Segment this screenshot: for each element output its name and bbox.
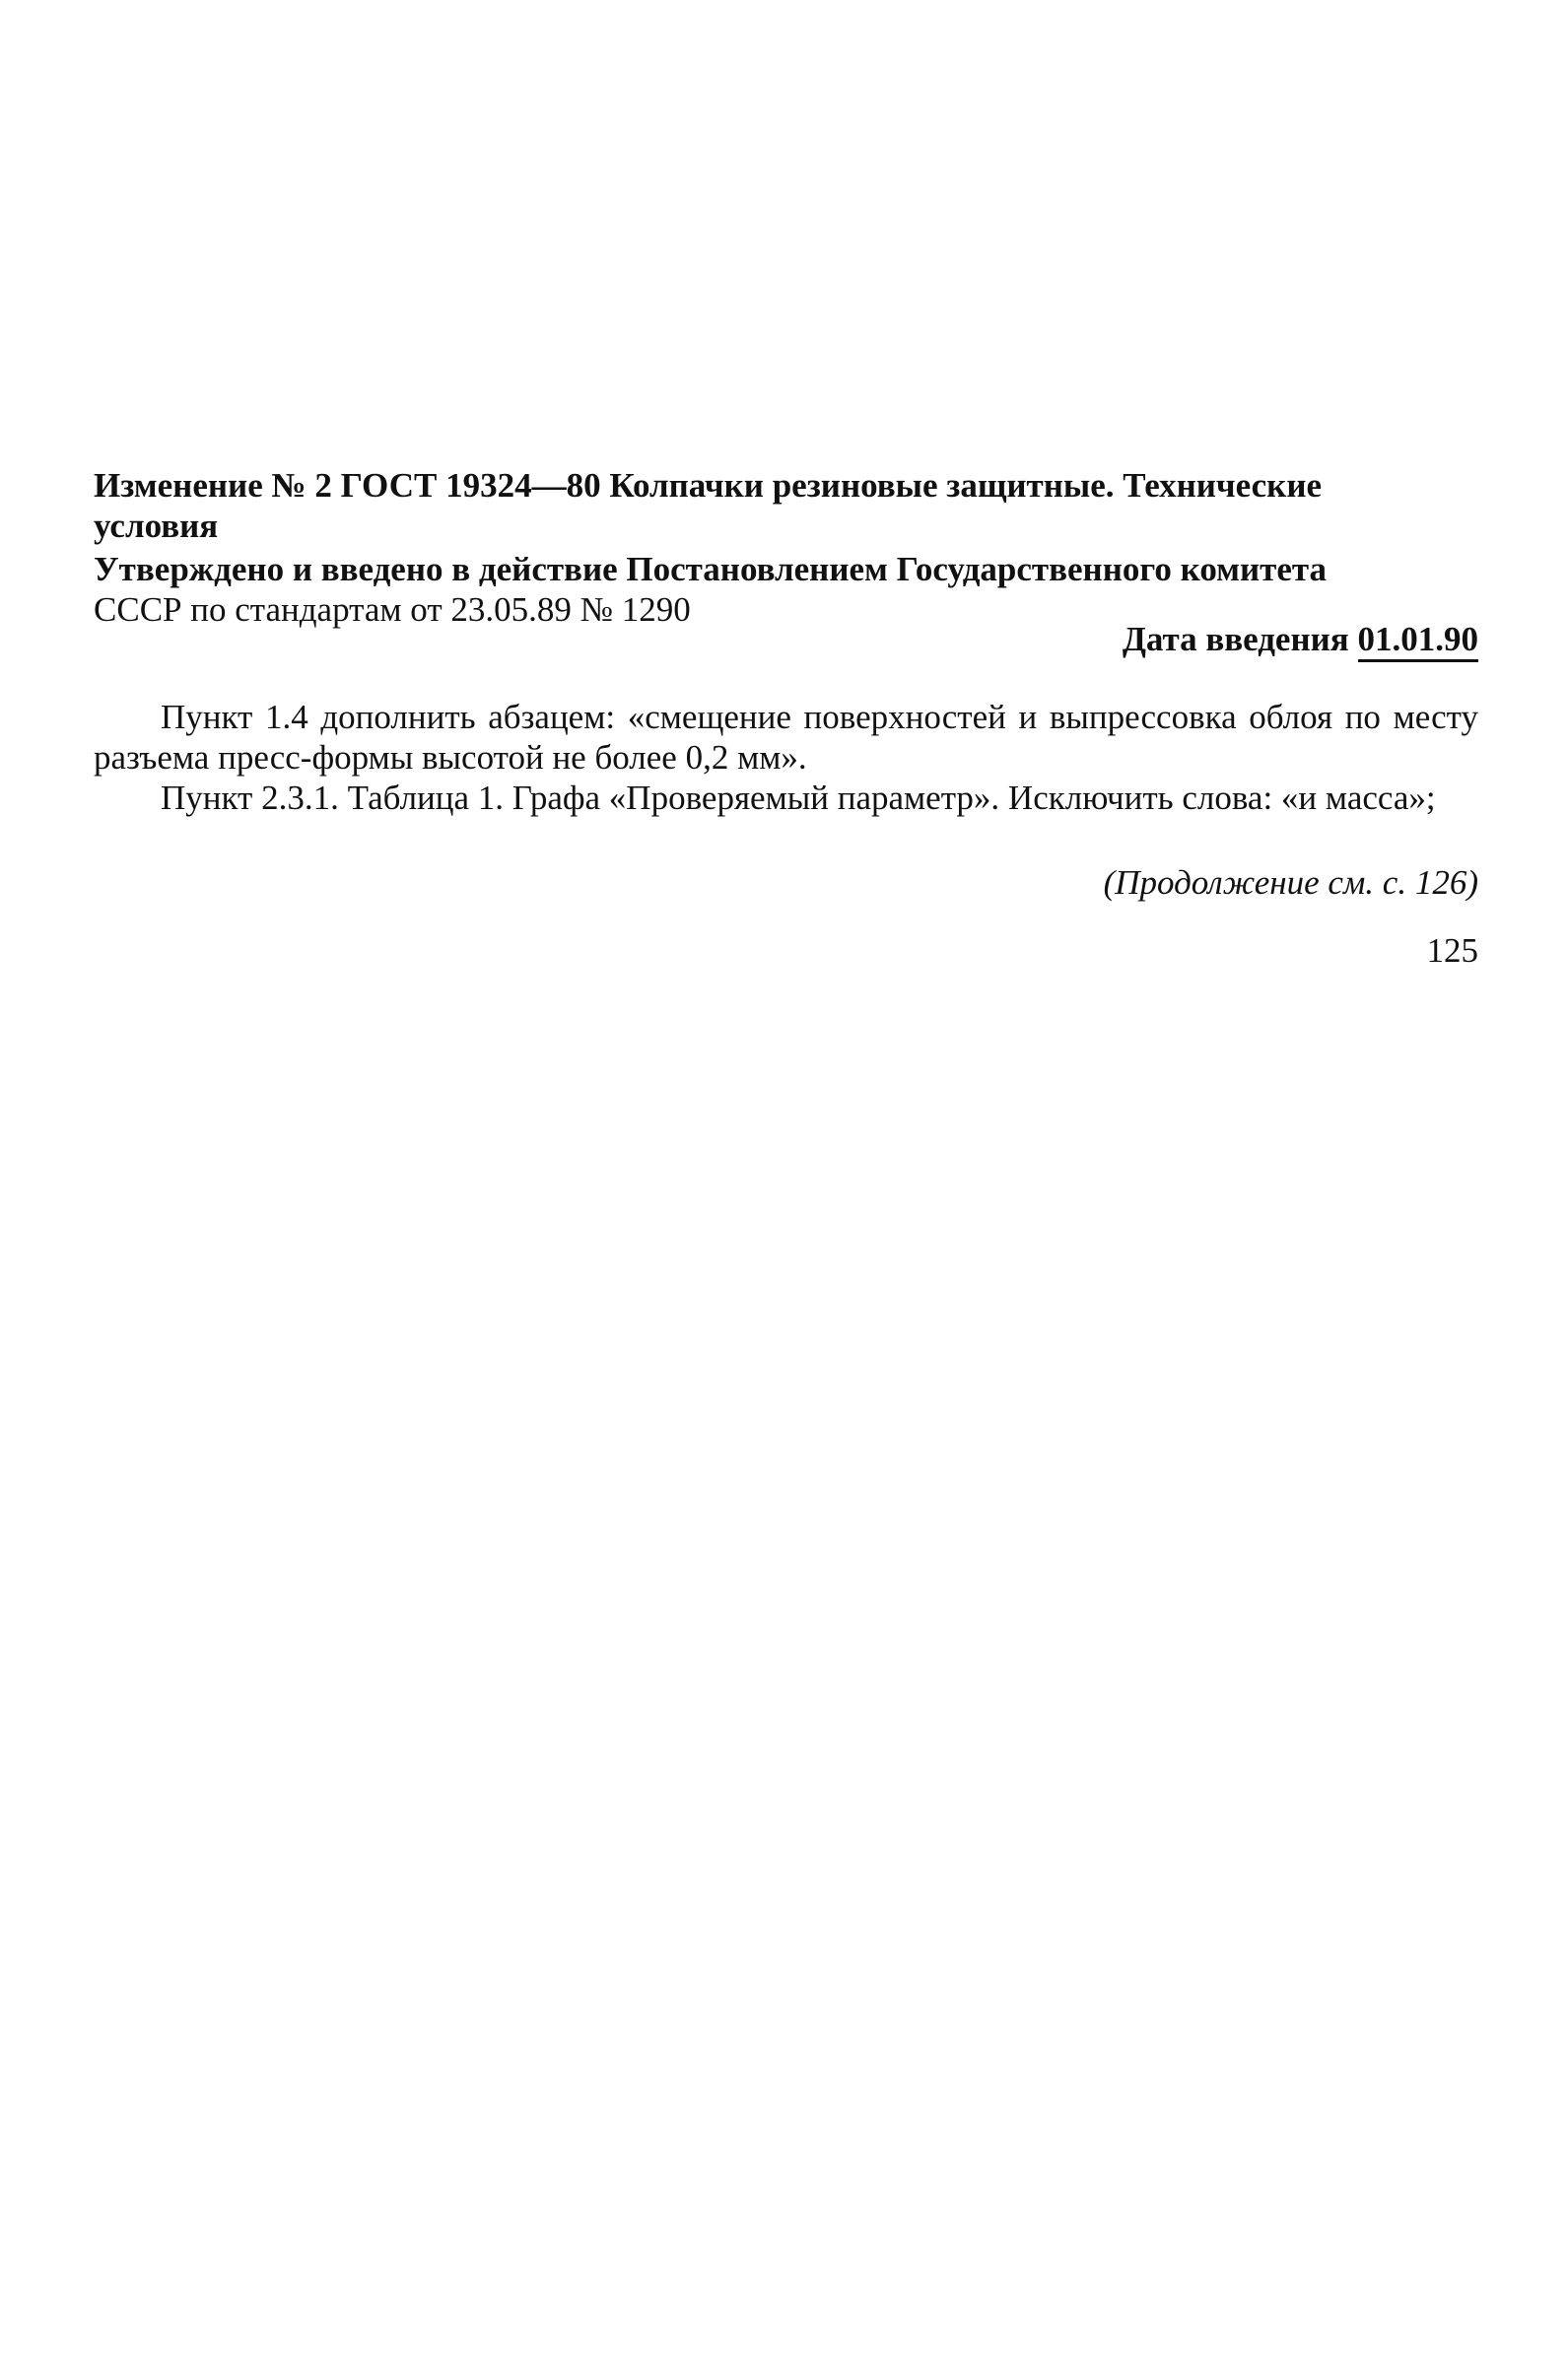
heading-line-2: условия xyxy=(94,507,219,545)
paragraph-item-1-4: Пункт 1.4 дополнить абзацем: «смещение поверхностей и выпрессовка облоя по месту разъема пресс-формы высотой не более 0,2 мм». xyxy=(94,698,1478,777)
continuation-note: (Продолжение см. с. 126) xyxy=(1103,863,1478,902)
page-number: 125 xyxy=(1426,931,1478,970)
approval-line-2: СССР по стандартам от 23.05.89 № 1290 xyxy=(94,590,691,629)
heading-line-1: Изменение № 2 ГОСТ 19324—80 Колпачки резиновые защитные. Технические xyxy=(94,466,1323,505)
change-heading xyxy=(94,465,1478,546)
paragraph-item-2-3-1: Пункт 2.3.1. Таблица 1. Графа «Проверяемый параметр». Исключить слова: «и масса»; xyxy=(161,779,1436,817)
introduction-date xyxy=(94,619,1478,662)
approval-statement xyxy=(94,549,1478,630)
introduction-date-value: 01.01.90 xyxy=(1358,622,1479,662)
amendment-body xyxy=(94,697,1478,818)
approval-line-1: Утверждено и введено в действие Постановлением Государственного комитета xyxy=(94,550,1328,588)
introduction-date-label: Дата введения xyxy=(1122,620,1349,658)
